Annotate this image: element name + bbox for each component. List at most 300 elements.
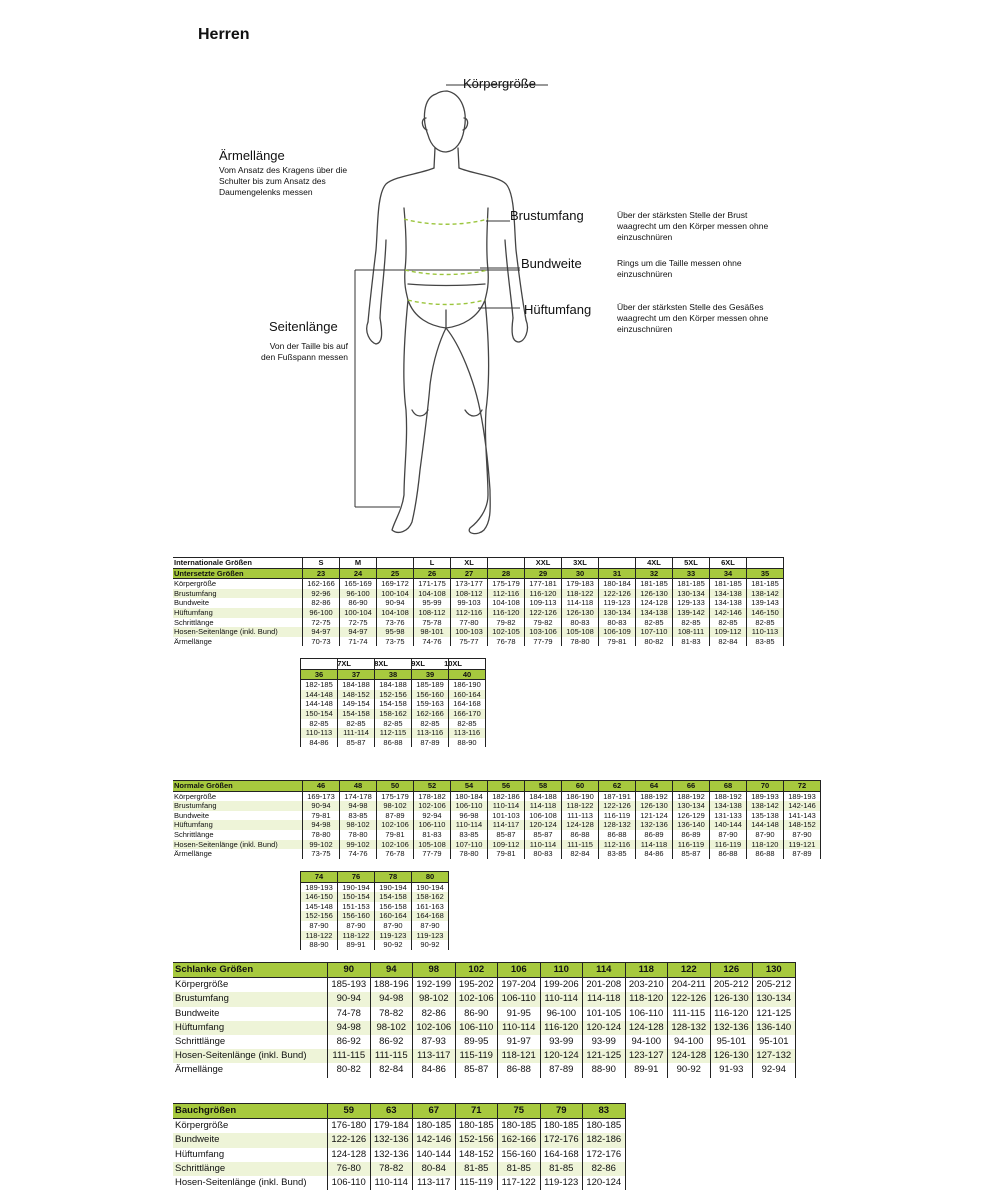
row-label: Brustumfang [174,801,217,811]
table-cell: 122-126 [599,589,636,599]
table-cell: 126-130 [710,992,753,1006]
table-cell: 104-108 [377,608,414,618]
table-cell: 86-88 [710,849,747,859]
table-cell: 83-85 [599,849,636,859]
table-cell: 204-211 [668,978,711,993]
row-label: Bundweite [175,1007,220,1019]
table-cell: 118-122 [562,589,599,599]
table-cell: 119-123 [412,931,449,941]
table-cell: 82-85 [375,719,412,729]
table-cell: 152-156 [375,690,412,700]
table-cell: 146-150 [747,608,784,618]
table-cell: 108-111 [673,627,710,637]
table-cell: 106-110 [414,820,451,830]
size-header-cell: 33 [673,568,710,579]
table-row [173,579,784,589]
size-header-cell: 32 [636,568,673,579]
size-header-cell: 75 [498,1104,541,1119]
table-cell: 188-192 [673,791,710,801]
table-row [173,1148,625,1162]
table-cell: 144-148 [301,690,338,700]
table-cell: 122-126 [599,801,636,811]
table-cell: 78-80 [451,849,488,859]
table-cell: 100-104 [340,608,377,618]
table-cell: 82-84 [370,1063,413,1077]
table-cell: 87-90 [375,921,412,931]
table-row [301,902,449,912]
table-cell: 81-83 [414,830,451,840]
table-cell: 85-87 [525,830,562,840]
table-cell: 197-204 [498,978,541,993]
table-cell: 116-119 [599,811,636,821]
table-cell: 112-116 [599,840,636,850]
desc-bundweite: Rings um die Taille messen ohne einzuschnüren [617,258,742,279]
size-header-cell: 118 [625,963,668,978]
row-label: Hüftumfang [174,820,213,830]
table-cell: 180-184 [599,579,636,589]
table-cell: 180-185 [455,1119,498,1134]
table-cell: 119-123 [599,598,636,608]
table-cell: 142-146 [784,801,821,811]
intl-size-row [173,558,784,569]
row-label: Schrittlänge [175,1036,226,1048]
intl-size-cell: 4XL [636,558,673,569]
table-row [301,719,486,729]
table-cell: 189-193 [301,882,338,892]
table-cell: 111-115 [562,840,599,850]
table-cell: 102-106 [455,992,498,1006]
size-header-cell: 56 [488,781,525,792]
table-cell: 98-102 [340,820,377,830]
table-cell: 75-77 [451,637,488,647]
table-cell: 106-110 [455,1021,498,1035]
table-cell: 72-75 [340,618,377,628]
table-cell: 169-173 [303,791,340,801]
intl-size-cell: 5XL [673,558,710,569]
chest-line [404,219,488,224]
table-cell: 136-140 [673,820,710,830]
size-header-row [301,872,449,883]
size-header-cell: 106 [498,963,541,978]
size-header-cell: 71 [455,1104,498,1119]
table-cell: 114-118 [525,801,562,811]
row-label: Hüftumfang [175,1021,225,1033]
intl-size-cell [377,558,414,569]
table-cell: 91-95 [498,1007,541,1021]
table-cell: 82-85 [338,719,375,729]
row-label: Hosen-Seitenlänge (inkl. Bund) [174,839,278,849]
size-header-cell: 76 [338,872,375,883]
table-cell: 82-84 [710,637,747,647]
table-cell: 80-82 [328,1063,371,1077]
table-cell: 110-114 [370,1176,413,1190]
table-cell: 91-93 [710,1063,753,1077]
table-cell: 118-121 [498,1049,541,1063]
table-cell: 118-122 [338,931,375,941]
table-cell: 80-84 [413,1162,456,1176]
size-header-cell: 31 [599,568,636,579]
table-cell: 158-162 [412,892,449,902]
section-title: Schlanke Größen [173,963,328,978]
table-cell: 127-132 [753,1049,796,1063]
table-cell: 84-86 [413,1063,456,1077]
table-cell: 189-193 [747,791,784,801]
table-cell: 131-133 [710,811,747,821]
table-cell: 108-112 [414,608,451,618]
table-cell: 79-82 [525,618,562,628]
table-cell: 101-105 [583,1007,626,1021]
size-header-cell: 27 [451,568,488,579]
table-cell: 162-166 [303,579,340,589]
table-row [173,1119,625,1134]
size-header-cell: 48 [340,781,377,792]
table-cell: 96-100 [340,589,377,599]
table-cell: 78-82 [370,1007,413,1021]
table-cell: 121-125 [583,1049,626,1063]
table-row [173,598,784,608]
table-cell: 124-128 [625,1021,668,1035]
section-title: Untersetzte Größen [173,568,303,579]
table-cell: 106-110 [451,801,488,811]
table-cell: 83-85 [747,637,784,647]
table-cell: 182-186 [583,1133,626,1147]
intl-size-label: Internationale Größen [173,558,303,569]
table-cell: 132-136 [710,1021,753,1035]
table-cell: 205-212 [753,978,796,993]
table-cell: 102-106 [377,820,414,830]
table-cell: 87-89 [377,811,414,821]
table-row [173,1049,795,1063]
size-header-cell: 66 [673,781,710,792]
table-row [301,911,449,921]
table-cell: 152-156 [455,1133,498,1147]
size-header-cell: 39 [412,669,449,680]
table-cell: 107-110 [636,627,673,637]
table-row [301,699,486,709]
table-cell: 148-152 [784,820,821,830]
table-cell: 94-98 [370,992,413,1006]
size-header-cell: 78 [375,872,412,883]
size-header-cell: 122 [668,963,711,978]
intl-size-cell: 7XL [315,659,352,670]
table-cell: 126-130 [710,1049,753,1063]
table-cell: 86-88 [375,738,412,748]
table-cell: 113-116 [412,728,449,738]
size-header-cell: 68 [710,781,747,792]
table-cell: 124-128 [636,598,673,608]
table-cell: 110-114 [540,992,583,1006]
table-cell: 76-80 [328,1162,371,1176]
size-header-cell: 40 [449,669,486,680]
table-cell: 86-89 [673,830,710,840]
table-cell: 105-108 [414,840,451,850]
table-cell: 180-185 [540,1119,583,1134]
table-cell: 124-128 [562,820,599,830]
table-cell: 105-108 [562,627,599,637]
table-cell: 79-82 [488,618,525,628]
table-cell: 160-164 [375,911,412,921]
table-row [301,738,486,748]
table-cell: 195-202 [455,978,498,993]
table-cell: 180-185 [498,1119,541,1134]
table-cell: 86-92 [328,1035,371,1049]
table-row [301,709,486,719]
table-cell: 86-88 [599,830,636,840]
table-cell: 118-122 [562,801,599,811]
table-cell: 90-94 [377,598,414,608]
table-cell: 182-185 [301,680,338,690]
table-cell: 86-90 [455,1007,498,1021]
intl-size-cell: 6XL [710,558,747,569]
table-cell: 82-85 [301,719,338,729]
table-cell: 205-212 [710,978,753,993]
label-brustumfang: Brustumfang [510,208,584,223]
size-header-cell: 24 [340,568,377,579]
table-cell: 128-132 [599,820,636,830]
table-cell: 77-79 [525,637,562,647]
table-cell: 174-178 [340,791,377,801]
table-cell: 186-190 [562,791,599,801]
table-cell: 111-115 [328,1049,371,1063]
table-cell: 102-106 [414,801,451,811]
table-cell: 113-117 [413,1049,456,1063]
row-label: Hosen-Seitenlänge (inkl. Bund) [175,1177,307,1189]
table-cell: 138-142 [747,589,784,599]
row-label: Hosen-Seitenlänge (inkl. Bund) [174,627,278,637]
size-header-cell: 52 [414,781,451,792]
table-cell: 116-120 [710,1007,753,1021]
size-header-cell: 94 [370,963,413,978]
table-cell: 104-108 [414,589,451,599]
table-cell: 134-138 [710,801,747,811]
table-cell: 130-134 [599,608,636,618]
table-cell: 126-130 [636,801,673,811]
table-cell: 102-106 [377,840,414,850]
table-cell: 73-75 [303,849,340,859]
table-cell: 175-179 [377,791,414,801]
intl-size-cell [599,558,636,569]
table-row [173,1133,625,1147]
table-row [173,1007,795,1021]
table-cell: 121-124 [636,811,673,821]
table-cell: 122-126 [668,992,711,1006]
table-cell: 161-163 [412,902,449,912]
size-header-cell: 79 [540,1104,583,1119]
table-cell: 96-98 [451,811,488,821]
table-cell: 106-110 [498,992,541,1006]
table-cell: 190-194 [375,882,412,892]
table-row [173,1063,795,1077]
table-cell: 81-85 [540,1162,583,1176]
table-cell: 110-113 [747,627,784,637]
table-cell: 114-118 [583,992,626,1006]
table-cell: 120-124 [540,1049,583,1063]
table-cell: 139-143 [747,598,784,608]
table-cell: 107-110 [451,840,488,850]
table-normale-groessen [173,780,821,859]
table-row [301,680,486,690]
table-cell: 89-95 [455,1035,498,1049]
table-cell: 142-146 [710,608,747,618]
table-cell: 128-132 [668,1021,711,1035]
table-row [173,849,821,859]
intl-size-cell: 3XL [562,558,599,569]
table-cell: 95-99 [414,598,451,608]
table-cell: 162-166 [498,1133,541,1147]
table-row [173,791,821,801]
table-cell: 82-84 [562,849,599,859]
table-cell: 99-103 [451,598,488,608]
table-cell: 166-170 [449,709,486,719]
size-header-row [173,1104,625,1119]
table-cell: 111-115 [370,1049,413,1063]
table-row [301,892,449,902]
body-measurement-figure [250,70,550,545]
table-cell: 112-116 [488,589,525,599]
table-cell: 181-185 [636,579,673,589]
table-cell: 80-83 [599,618,636,628]
table-cell: 126-129 [673,811,710,821]
table-cell: 181-185 [747,579,784,589]
table-cell: 95-101 [710,1035,753,1049]
table-cell: 109-112 [488,840,525,850]
table-cell: 180-185 [413,1119,456,1134]
table-cell: 106-110 [625,1007,668,1021]
table-cell: 86-88 [562,830,599,840]
table-cell: 90-94 [303,801,340,811]
table-cell: 92-94 [753,1063,796,1077]
table-cell: 71-74 [340,637,377,647]
table-cell: 94-98 [328,1021,371,1035]
table-cell: 73-76 [377,618,414,628]
table-cell: 87-89 [412,738,449,748]
size-header-cell: 63 [370,1104,413,1119]
table-cell: 164-168 [540,1148,583,1162]
page-title: Herren [198,26,250,43]
table-cell: 114-118 [562,598,599,608]
table-row [301,882,449,892]
row-label: Schrittlänge [175,1162,226,1174]
table-cell: 180-185 [583,1119,626,1134]
table-cell: 81-83 [673,637,710,647]
table-cell: 87-90 [784,830,821,840]
intl-size-cell: XXL [525,558,562,569]
intl-size-cell: XL [451,558,488,569]
table-cell: 80-82 [636,637,673,647]
table-cell: 130-134 [673,589,710,599]
table-row [173,978,795,993]
waist-line [405,270,488,275]
size-header-cell: 36 [301,669,338,680]
table-row [301,921,449,931]
table-row [173,1176,625,1190]
size-header-cell: 37 [338,669,375,680]
table-cell: 99-102 [340,840,377,850]
table-cell: 182-186 [488,791,525,801]
table-cell: 154-158 [375,699,412,709]
table-cell: 130-134 [753,992,796,1006]
table-cell: 93-99 [540,1035,583,1049]
size-header-cell: 34 [710,568,747,579]
table-cell: 150-154 [338,892,375,902]
table-cell: 92-96 [303,589,340,599]
table-cell: 98-102 [413,992,456,1006]
table-cell: 76-78 [377,849,414,859]
size-header-cell: 35 [747,568,784,579]
size-header-cell: 70 [747,781,784,792]
size-header-cell: 50 [377,781,414,792]
table-cell: 82-85 [636,618,673,628]
table-cell: 98-102 [377,801,414,811]
table-cell: 136-140 [753,1021,796,1035]
size-header-cell: 59 [328,1104,371,1119]
size-header-cell: 29 [525,568,562,579]
row-label: Körpergröße [174,791,217,801]
table-cell: 82-85 [673,618,710,628]
table-cell: 117-122 [498,1176,541,1190]
row-label: Bundweite [174,810,210,820]
table-cell: 94-98 [303,820,340,830]
size-header-cell: 72 [784,781,821,792]
row-label: Ärmellänge [175,1064,224,1076]
row-label: Ärmellänge [174,849,212,859]
table-cell: 119-123 [375,931,412,941]
table-cell: 192-199 [413,978,456,993]
table-cell: 134-138 [636,608,673,618]
table-cell: 152-156 [301,911,338,921]
table-cell: 102-106 [413,1021,456,1035]
table-cell: 187-191 [599,791,636,801]
table-cell: 111-114 [338,728,375,738]
size-header-cell: 126 [710,963,753,978]
size-header-cell: 58 [525,781,562,792]
table-cell: 118-120 [747,840,784,850]
size-header-cell: 25 [377,568,414,579]
section-title: Normale Größen [173,781,303,792]
table-cell: 172-176 [540,1133,583,1147]
size-header-row [301,669,486,680]
table-cell: 150-154 [301,709,338,719]
table-cell: 100-104 [377,589,414,599]
intl-size-cell: 10XL [426,659,463,670]
table-cell: 94-98 [340,801,377,811]
table-cell: 116-119 [710,840,747,850]
table-cell: 158-162 [375,709,412,719]
table-cell: 201-208 [583,978,626,993]
table-cell: 123-127 [625,1049,668,1063]
table-cell: 156-160 [412,690,449,700]
table-cell: 85-87 [488,830,525,840]
table-cell: 177-181 [525,579,562,589]
table-cell: 89-91 [625,1063,668,1077]
table-cell: 85-87 [673,849,710,859]
row-label: Bundweite [174,598,210,608]
table-cell: 164-168 [449,699,486,709]
table-row [173,830,821,840]
table-cell: 110-114 [498,1021,541,1035]
table-cell: 126-130 [636,589,673,599]
size-header-row [173,781,821,792]
table-cell: 181-185 [710,579,747,589]
row-label: Körpergröße [174,579,217,589]
table-cell: 86-88 [498,1063,541,1077]
table-cell: 188-192 [636,791,673,801]
table-cell: 148-152 [338,690,375,700]
size-header-cell: 28 [488,568,525,579]
size-header-cell: 67 [413,1104,456,1119]
table-row [173,1162,625,1176]
row-label: Schrittlänge [174,617,214,627]
